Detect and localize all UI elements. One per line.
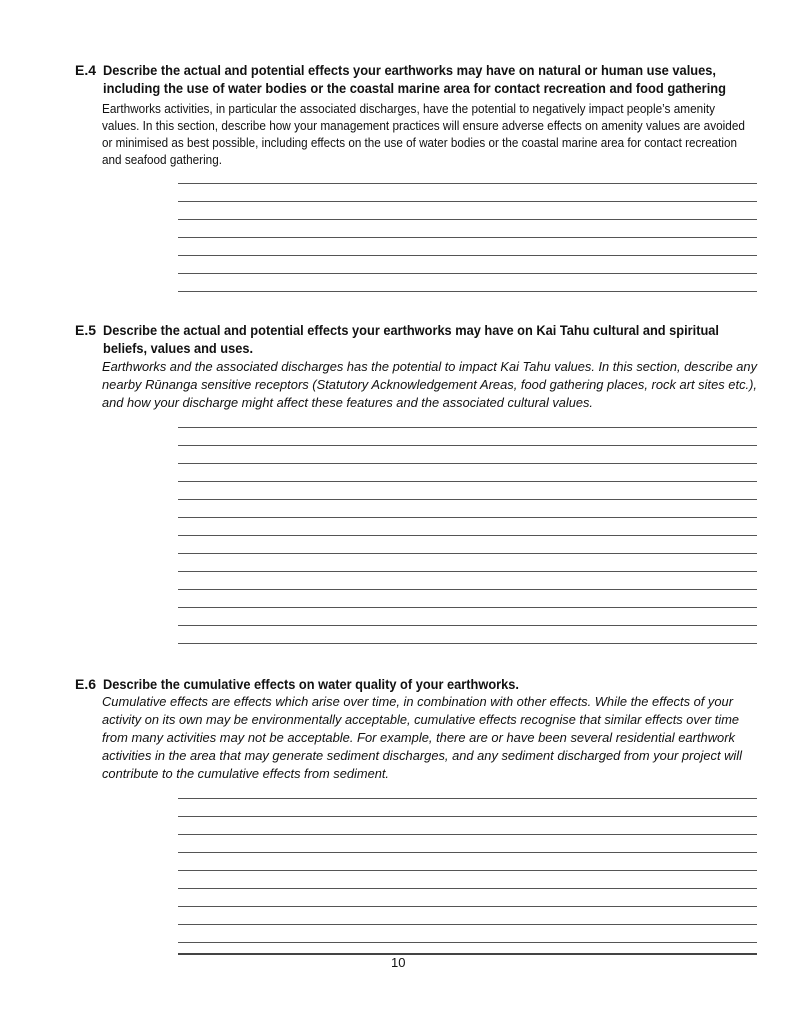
section-number: E.6 (75, 676, 97, 692)
body-text: and seafood gathering. (102, 153, 222, 167)
answer-line[interactable] (178, 219, 757, 220)
answer-line[interactable] (178, 427, 757, 428)
answer-line[interactable] (178, 463, 757, 464)
section-body-line (102, 395, 593, 411)
body-text: or minimised as best possible, including effects on the use of water bodies or the coastal marine area for contact recreation (102, 136, 737, 150)
heading-text: Describe the actual and potential effects your earthworks may have on Kai Tahu cultural and spiritual (103, 322, 719, 338)
section-body-line (102, 748, 742, 764)
answer-line[interactable] (178, 201, 757, 202)
answer-line[interactable] (178, 607, 757, 608)
answer-line[interactable] (178, 535, 757, 536)
body-text: Earthworks activities, in particular the associated discharges, have the potential to negatively impact people’s amenity (102, 102, 715, 116)
section-body-line (102, 712, 739, 728)
answer-line[interactable] (178, 291, 757, 292)
body-text: activities in the area that may generate sediment discharges, and any sediment discharged from your project will (102, 748, 742, 763)
section-heading-line (103, 676, 519, 692)
answer-line[interactable] (178, 643, 757, 644)
answer-line[interactable] (178, 183, 757, 184)
body-text: nearby Rūnanga sensitive receptors (Statutory Acknowledgement Areas, food gathering places, rock art sites etc.), (102, 377, 757, 392)
section-body-line (102, 135, 737, 151)
heading-text: Describe the actual and potential effects your earthworks may have on natural or human use values, (103, 62, 716, 78)
section-number: E.4 (75, 62, 97, 78)
page-footer-rule (178, 953, 757, 955)
section-heading-line (103, 62, 716, 78)
answer-line[interactable] (178, 517, 757, 518)
section-heading-line (103, 340, 253, 356)
body-text: Cumulative effects are effects which arise over time, in combination with other effects. While the effects of your (102, 694, 733, 709)
answer-line[interactable] (178, 481, 757, 482)
section-body-line (102, 118, 745, 134)
answer-line[interactable] (178, 888, 757, 889)
heading-text: beliefs, values and uses. (103, 340, 253, 356)
answer-line[interactable] (178, 553, 757, 554)
section-body-line (102, 359, 757, 375)
page-number: 10 (391, 955, 406, 970)
section-heading-line (103, 322, 719, 338)
body-text: from many activities may not be acceptable. For example, there are or have been several residential earthwork (102, 730, 735, 745)
answer-line[interactable] (178, 834, 757, 835)
body-text: and how your discharge might affect these features and the associated cultural values. (102, 395, 593, 410)
body-text: values. In this section, describe how your management practices will ensure adverse effects on amenity values are avoided (102, 119, 745, 133)
answer-line[interactable] (178, 852, 757, 853)
answer-line[interactable] (178, 499, 757, 500)
answer-line[interactable] (178, 942, 757, 943)
section-body-line (102, 766, 389, 782)
section-body-line (102, 377, 757, 393)
answer-line[interactable] (178, 237, 757, 238)
body-text: contribute to the cumulative effects from sediment. (102, 766, 389, 781)
answer-line[interactable] (178, 870, 757, 871)
body-text: activity on its own may be environmentally acceptable, cumulative effects recognise that similar effects over time (102, 712, 739, 727)
section-heading-line (103, 80, 726, 96)
answer-line[interactable] (178, 816, 757, 817)
answer-line[interactable] (178, 798, 757, 799)
answer-line[interactable] (178, 273, 757, 274)
heading-text: including the use of water bodies or the coastal marine area for contact recreation and food gathering (103, 80, 726, 96)
section-body-line (102, 101, 715, 117)
answer-line[interactable] (178, 571, 757, 572)
body-text: Earthworks and the associated discharges has the potential to impact Kai Tahu values. In this section, describe any (102, 359, 757, 374)
answer-line[interactable] (178, 906, 757, 907)
answer-line[interactable] (178, 445, 757, 446)
answer-line[interactable] (178, 625, 757, 626)
section-number: E.5 (75, 322, 97, 338)
answer-line[interactable] (178, 924, 757, 925)
answer-line[interactable] (178, 589, 757, 590)
section-body-line (102, 152, 222, 168)
answer-line[interactable] (178, 255, 757, 256)
heading-text: Describe the cumulative effects on water quality of your earthworks. (103, 676, 519, 692)
section-body-line (102, 694, 733, 710)
section-body-line (102, 730, 735, 746)
